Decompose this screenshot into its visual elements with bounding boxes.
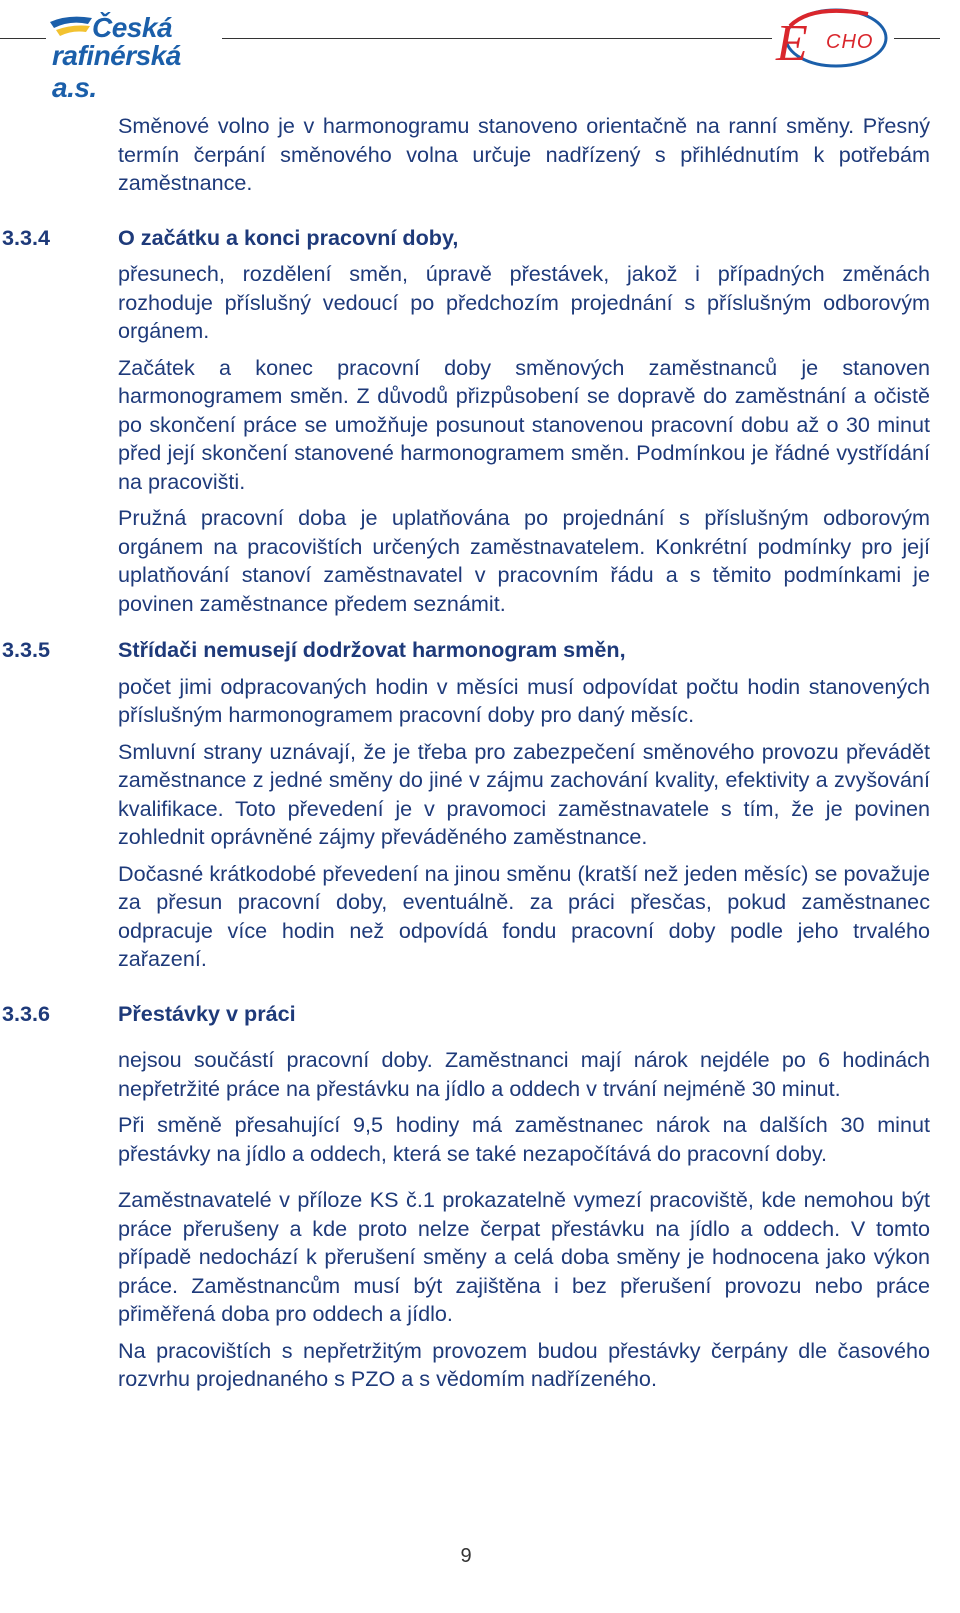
paragraph: přesunech, rozdělení směn, úpravě přestávek, jakož i případných změnách rozhoduje příslušný vedoucí po předchozím projednání s příslušným odborovým orgánem. — [118, 261, 930, 343]
paragraph: Na pracovištích s nepřetržitým provozem budou přestávky čerpány dle časového rozvrhu projednaného s PZO a s vědomím nadřízeného. — [118, 1337, 930, 1391]
paragraph: nejsou součástí pracovní doby. Zaměstnanci mají nárok nejdéle po 6 hodinách nepřetržité práce na přestávku na jídlo a oddech v trvání nejméně 30 minut. — [118, 1047, 930, 1101]
intro-paragraph: Směnové volno je v harmonogramu stanoveno orientačně na ranní směny. Přesný termín čerpání směnového volna určuje nadřízený s přihlédnutím k potřebám zaměstnance. — [118, 113, 930, 195]
section-title: O začátku a konci pracovní doby, — [118, 224, 459, 250]
logo-text-line1: Česká — [92, 12, 173, 43]
section-number: 3.3.5 — [2, 637, 51, 662]
section-title: Přestávky v práci — [118, 1000, 296, 1026]
document-body — [0, 112, 960, 1394]
section-title: Střídači nemusejí dodržovat harmonogram směn, — [118, 637, 626, 662]
logo-text-line2: rafinérská a.s. — [52, 40, 181, 103]
svg-text:E: E — [776, 15, 808, 72]
paragraph: Zaměstnavatelé v příloze KS č.1 prokazatelně vymezí pracoviště, kde nemohou být práce přerušeny a kde proto nelze čerpat přestávku na jídlo a oddech. V tomto případě nedochází k přerušení směny a celá doba směny je hodnocena jako výkon práce. Zaměstnancům musí být zajištěna i bez přerušení provozu nebo práce přiměřená doba pro oddech a jídlo. — [118, 1187, 930, 1326]
section-heading-3-3-4 — [0, 224, 960, 253]
echo-logo — [772, 4, 892, 74]
section-number: 3.3.4 — [2, 224, 51, 250]
paragraph: Začátek a konec pracovní doby směnových zaměstnanců je stanoven harmonogramem směn. Z důvodů přizpůsobení se dopravě do zaměstnání a očistě po skončení práce se umožňuje posunout stanovenou pracovní dobu až o 30 minut před její skončení stanovené harmonogramem směn. Podmínkou je řádné vystřídání na pracovišti. — [118, 354, 930, 494]
page-number: 9 — [460, 1545, 472, 1567]
paragraph: Pružná pracovní doba je uplatňována po projednání s příslušným odborovým orgánem na pracovištích určených zaměstnavatelem. Konkrétní podmínky pro její uplatňování stanoví zaměstnavatel v pracovním řádu a s těmito podmínkami je povinen zaměstnance předem seznámit. — [118, 505, 930, 616]
header-rule-middle — [222, 38, 772, 39]
ceska-rafinerska-logo — [48, 10, 218, 103]
paragraph: Dočasné krátkodobé převedení na jinou směnu (kratší než jeden měsíc) se považuje za přesun pracovní doby, eventuálně. za práci přesčas, pokud zaměstnanec odpracuje více hodin než odpovídá fondu pracovní doby podle jeho trvalého zařazení. — [118, 860, 930, 971]
section-heading-3-3-6 — [0, 1000, 960, 1029]
echo-logo-graphic — [772, 4, 892, 74]
page-header — [0, 0, 960, 103]
header-rule-left — [0, 38, 46, 39]
paragraph: počet jimi odpracovaných hodin v měsíci musí odpovídat počtu hodin stanovených příslušným harmonogramem pracovní doby pro daný měsíc. — [118, 673, 930, 727]
svg-text:CHO: CHO — [826, 31, 874, 53]
section-number: 3.3.6 — [2, 1000, 51, 1026]
header-rule-right — [894, 38, 940, 39]
paragraph: Smluvní strany uznávají, že je třeba pro zabezpečení směnového provozu převádět zaměstnance z jedné směny do jiné v zájmu zachování kvality, efektivity a zvyšování kvalifikace. Toto převedení je v pravomoci zaměstnavatele s tím, že je povinen zohlednit oprávněné zájmy převáděného zaměstnance. — [118, 738, 930, 849]
paragraph: Při směně přesahující 9,5 hodiny má zaměstnanec nárok na dalších 30 minut přestávky na jídlo a oddech, která se také nezapočítává do pracovní doby. — [118, 1112, 930, 1166]
section-heading-3-3-5 — [0, 636, 960, 665]
